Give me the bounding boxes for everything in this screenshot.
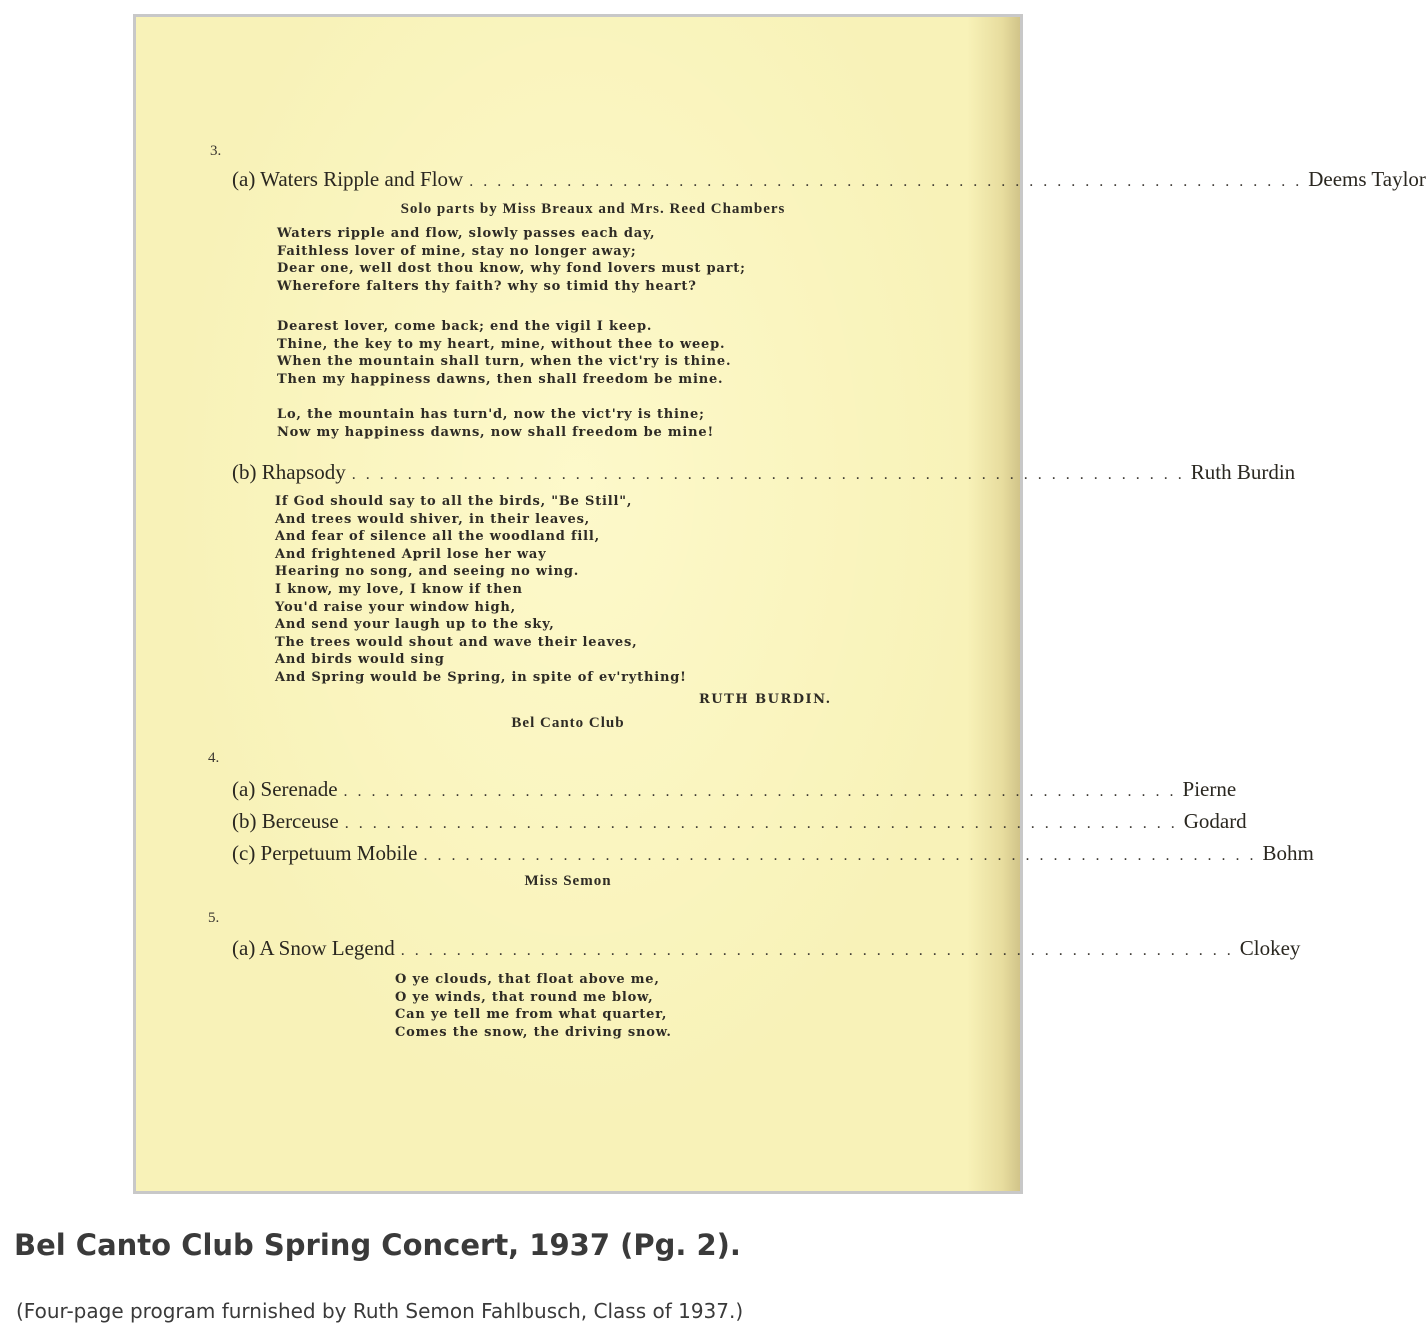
lyric-line: Faithless lover of mine, stay no longer away; xyxy=(277,243,637,259)
program-entry-serenade xyxy=(232,777,1237,802)
lyric-line: Now my happiness dawns, now shall freedom be mine! xyxy=(277,424,714,440)
entry-title: (a) Serenade xyxy=(232,777,338,801)
entry-composer: Godard xyxy=(1183,809,1247,833)
lyric-line: If God should say to all the birds, "Be Still", xyxy=(275,494,633,509)
entry-composer: Bohm xyxy=(1262,841,1314,865)
lyric-line: And trees would shiver, in their leaves, xyxy=(275,511,591,527)
lyric-line: Lo, the mountain has turn'd, now the vict'ry is thine; xyxy=(277,407,705,422)
poem-signature: RUTH BURDIN. xyxy=(699,692,832,707)
lyric-line: The trees would shout and wave their leaves, xyxy=(275,634,638,650)
lyric-line: And Spring would be Spring, in spite of ev'rything! xyxy=(275,669,687,685)
program-entry-waters-ripple xyxy=(232,167,1426,192)
program-entry-rhapsody xyxy=(232,460,1296,485)
lyric-line: O ye winds, that round me blow, xyxy=(395,989,654,1005)
section-4-number: 4. xyxy=(208,750,220,766)
program-page-image xyxy=(133,14,1426,1194)
caption-title: Bel Canto Club Spring Concert, 1937 (Pg. 2). xyxy=(14,1228,741,1262)
performer-bel-canto-club: Bel Canto Club xyxy=(511,715,625,731)
leader-dots: . . . . . . . . . . . . . . . . . . . . . . . . . . . . . . . . . . . . . . . . . . . . . . . . . . . . . . . . . . . . xyxy=(400,942,1234,959)
solo-parts-note: Solo parts by Miss Breaux and Mrs. Reed Chambers xyxy=(400,201,786,217)
lyric-line: And fear of silence all the woodland fill, xyxy=(275,529,600,545)
lyric-line: And send your laugh up to the sky, xyxy=(275,617,555,633)
lyric-line: Hearing no song, and seeing no wing. xyxy=(275,564,580,580)
lyric-line: I know, my love, I know if then xyxy=(275,581,523,597)
leader-dots: . . . . . . . . . . . . . . . . . . . . . . . . . . . . . . . . . . . . . . . . . . . . . . . . . . . . . . . . . . . . xyxy=(344,815,1178,832)
lyric-line: Then my happiness dawns, then shall freedom be mine. xyxy=(277,371,724,387)
entry-composer: Clokey xyxy=(1239,936,1301,960)
lyric-stanza-2 xyxy=(277,318,731,388)
section-3-number: 3. xyxy=(210,143,222,159)
leader-dots: . . . . . . . . . . . . . . . . . . . . . . . . . . . . . . . . . . . . . . . . . . . . . . . . . . . . . . . . . . . . xyxy=(351,466,1185,483)
caption-subtitle: (Four-page program furnished by Ruth Semon Fahlbusch, Class of 1937.) xyxy=(16,1299,744,1323)
leader-dots: . . . . . . . . . . . . . . . . . . . . . . . . . . . . . . . . . . . . . . . . . . . . . . . . . . . . . . . . . . . . xyxy=(423,847,1257,864)
entry-title: (a) Waters Ripple and Flow xyxy=(232,167,464,191)
lyric-line: You'd raise your window high, xyxy=(275,599,516,615)
lyric-line: O ye clouds, that float above me, xyxy=(395,972,660,987)
entry-title: (b) Berceuse xyxy=(232,809,339,833)
lyric-line: Dear one, well dost thou know, why fond lovers must part; xyxy=(277,261,746,277)
entry-title: (a) A Snow Legend xyxy=(232,936,395,960)
lyric-line: When the mountain shall turn, when the vict'ry is thine. xyxy=(277,354,732,370)
lyric-line: Wherefore falters thy faith? why so timid thy heart? xyxy=(277,278,697,294)
rhapsody-poem xyxy=(275,493,687,687)
lyric-line: Dearest lover, come back; end the vigil I keep. xyxy=(277,319,653,334)
lyric-line: Waters ripple and flow, slowly passes each day, xyxy=(277,226,656,241)
lyric-line: And frightened April lose her way xyxy=(275,546,547,562)
entry-composer: Deems Taylor xyxy=(1308,167,1426,191)
leader-dots: . . . . . . . . . . . . . . . . . . . . . . . . . . . . . . . . . . . . . . . . . . . . . . . . . . . . . . . . . . . . xyxy=(469,173,1303,190)
entry-composer: Ruth Burdin xyxy=(1190,460,1296,484)
leader-dots: . . . . . . . . . . . . . . . . . . . . . . . . . . . . . . . . . . . . . . . . . . . . . . . . . . . . . . . . . . . . xyxy=(343,783,1177,800)
entry-composer: Pierne xyxy=(1182,777,1237,801)
lyric-line: Can ye tell me from what quarter, xyxy=(395,1007,668,1023)
entry-title: (c) Perpetuum Mobile xyxy=(232,841,418,865)
snow-legend-verse xyxy=(395,971,672,1041)
program-entry-perpetuum-mobile xyxy=(232,841,1314,866)
lyric-line: Comes the snow, the driving snow. xyxy=(395,1024,672,1040)
entry-title: (b) Rhapsody xyxy=(232,460,346,484)
program-entry-berceuse xyxy=(232,809,1247,834)
program-page xyxy=(136,17,1426,1191)
program-entry-snow-legend xyxy=(232,936,1301,961)
lyric-line: Thine, the key to my heart, mine, without thee to weep. xyxy=(277,336,726,352)
lyric-line: And birds would sing xyxy=(275,652,445,668)
lyric-stanza-3 xyxy=(277,406,714,441)
performer-miss-semon: Miss Semon xyxy=(524,873,612,889)
section-5-number: 5. xyxy=(208,910,220,926)
lyric-stanza-1 xyxy=(277,225,746,295)
